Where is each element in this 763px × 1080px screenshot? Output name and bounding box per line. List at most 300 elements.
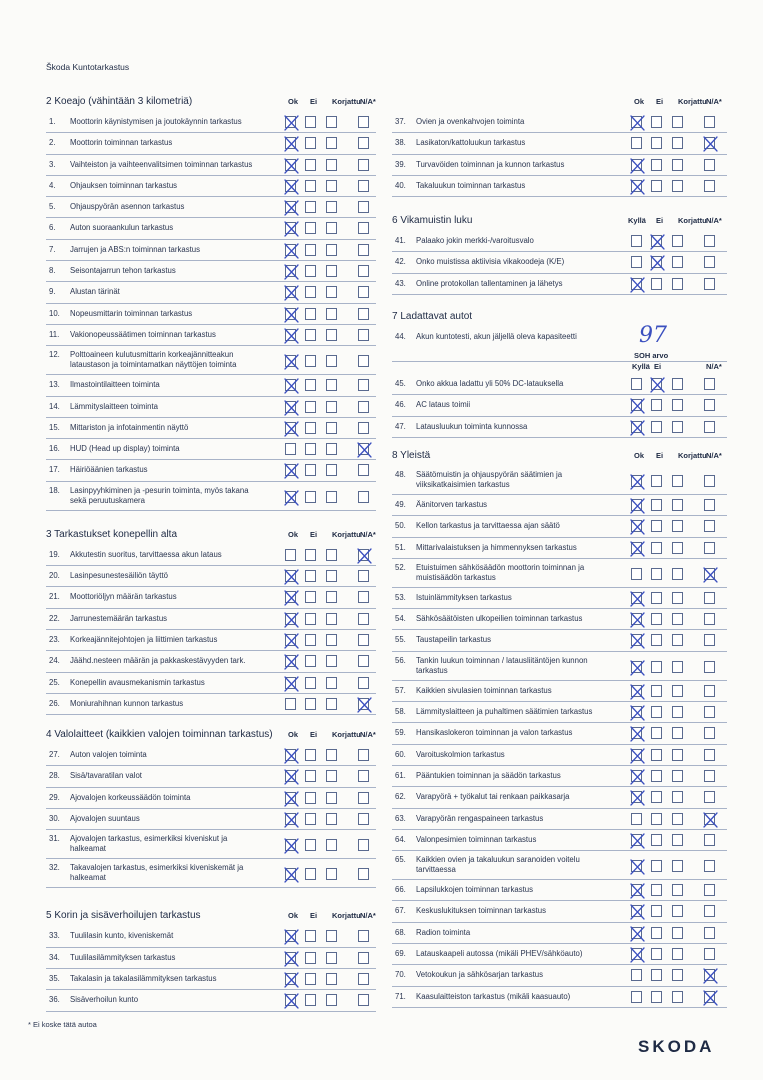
checkbox-1[interactable] <box>651 860 662 872</box>
checklist-row <box>46 325 376 346</box>
checkbox-3[interactable] <box>358 698 369 710</box>
checkbox-0[interactable] <box>631 137 642 149</box>
checkbox-3[interactable] <box>704 421 715 433</box>
checkbox-0[interactable] <box>631 475 642 487</box>
checkbox-0[interactable] <box>285 180 296 192</box>
checkbox-0[interactable] <box>285 355 296 367</box>
checkbox-3[interactable] <box>704 991 715 1003</box>
checkbox-1[interactable] <box>651 634 662 646</box>
checkbox-3[interactable] <box>704 475 715 487</box>
pen-cross-mark <box>629 768 646 786</box>
item-label <box>395 470 562 490</box>
checkbox-3[interactable] <box>704 542 715 554</box>
checkbox-3[interactable] <box>358 655 369 667</box>
checkbox-2[interactable] <box>326 813 337 825</box>
checkbox-0[interactable] <box>285 994 296 1006</box>
checkbox-3[interactable] <box>704 592 715 604</box>
checkbox-0[interactable] <box>631 568 642 580</box>
item-label <box>49 771 142 781</box>
checkbox-2[interactable] <box>672 749 683 761</box>
checkbox-2[interactable] <box>326 180 337 192</box>
checkbox-3[interactable] <box>704 969 715 981</box>
checkbox-3[interactable] <box>358 868 369 880</box>
checkbox-1[interactable] <box>305 222 316 234</box>
checkbox-3[interactable] <box>358 265 369 277</box>
checkbox-2[interactable] <box>326 443 337 455</box>
checkbox-3[interactable] <box>358 813 369 825</box>
checkbox-3[interactable] <box>704 116 715 128</box>
checkbox-0[interactable] <box>631 834 642 846</box>
checkbox-1[interactable] <box>305 591 316 603</box>
checkbox-0[interactable] <box>285 749 296 761</box>
checkbox-1[interactable] <box>305 698 316 710</box>
checkbox-2[interactable] <box>672 278 683 290</box>
item-number: 9. <box>49 287 56 297</box>
checkbox-3[interactable] <box>358 613 369 625</box>
checkbox-2[interactable] <box>326 401 337 413</box>
checkbox-2[interactable] <box>672 661 683 673</box>
checkbox-2[interactable] <box>672 884 683 896</box>
checkbox-1[interactable] <box>651 159 662 171</box>
checkbox-2[interactable] <box>326 591 337 603</box>
checkbox-1[interactable] <box>651 813 662 825</box>
checkbox-1[interactable] <box>305 422 316 434</box>
checkbox-0[interactable] <box>631 969 642 981</box>
checkbox-1[interactable] <box>651 905 662 917</box>
checkbox-1[interactable] <box>651 706 662 718</box>
checkbox-3[interactable] <box>358 677 369 689</box>
checkbox-1[interactable] <box>651 137 662 149</box>
checkbox-0[interactable] <box>285 570 296 582</box>
checkbox-2[interactable] <box>326 464 337 476</box>
checkbox-0[interactable] <box>285 591 296 603</box>
checkbox-0[interactable] <box>285 973 296 985</box>
checkbox-1[interactable] <box>305 180 316 192</box>
checkbox-3[interactable] <box>704 256 715 268</box>
checkbox-0[interactable] <box>285 286 296 298</box>
checkbox-2[interactable] <box>672 520 683 532</box>
checkbox-0[interactable] <box>285 930 296 942</box>
checkbox-1[interactable] <box>305 994 316 1006</box>
checkbox-3[interactable] <box>358 401 369 413</box>
checkbox-0[interactable] <box>631 727 642 739</box>
checkbox-1[interactable] <box>305 655 316 667</box>
checkbox-3[interactable] <box>704 378 715 390</box>
checkbox-0[interactable] <box>285 839 296 851</box>
checkbox-0[interactable] <box>285 308 296 320</box>
checkbox-0[interactable] <box>285 952 296 964</box>
checkbox-1[interactable] <box>305 613 316 625</box>
checkbox-0[interactable] <box>631 927 642 939</box>
checkbox-3[interactable] <box>358 180 369 192</box>
checkbox-1[interactable] <box>651 542 662 554</box>
checkbox-2[interactable] <box>672 969 683 981</box>
checkbox-3[interactable] <box>358 137 369 149</box>
checkbox-3[interactable] <box>358 201 369 213</box>
checkbox-2[interactable] <box>326 749 337 761</box>
checkbox-0[interactable] <box>285 613 296 625</box>
checkbox-3[interactable] <box>704 499 715 511</box>
checkbox-2[interactable] <box>672 378 683 390</box>
checkbox-3[interactable] <box>704 235 715 247</box>
item-text-line: Turvavöiden toiminnan ja kunnon tarkastus <box>416 159 565 169</box>
checkbox-3[interactable] <box>704 685 715 697</box>
checkbox-1[interactable] <box>651 948 662 960</box>
checkbox-3[interactable] <box>704 860 715 872</box>
checkbox-0[interactable] <box>285 201 296 213</box>
checkbox-0[interactable] <box>631 421 642 433</box>
checkbox-0[interactable] <box>285 329 296 341</box>
checkbox-3[interactable] <box>358 634 369 646</box>
checkbox-1[interactable] <box>305 308 316 320</box>
checkbox-0[interactable] <box>285 159 296 171</box>
item-text-line: Jarrunestemäärän tarkastus <box>70 613 168 623</box>
checkbox-1[interactable] <box>651 116 662 128</box>
checkbox-1[interactable] <box>305 677 316 689</box>
checkbox-2[interactable] <box>672 568 683 580</box>
checkbox-2[interactable] <box>672 948 683 960</box>
checkbox-3[interactable] <box>358 329 369 341</box>
checkbox-1[interactable] <box>305 868 316 880</box>
checkbox-3[interactable] <box>704 613 715 625</box>
checkbox-2[interactable] <box>326 329 337 341</box>
checkbox-2[interactable] <box>326 265 337 277</box>
checkbox-3[interactable] <box>358 973 369 985</box>
checkbox-0[interactable] <box>631 860 642 872</box>
checkbox-1[interactable] <box>305 265 316 277</box>
checkbox-2[interactable] <box>326 201 337 213</box>
checkbox-3[interactable] <box>358 749 369 761</box>
checkbox-3[interactable] <box>704 278 715 290</box>
checkbox-1[interactable] <box>651 235 662 247</box>
checkbox-2[interactable] <box>326 613 337 625</box>
checkbox-1[interactable] <box>651 685 662 697</box>
checkbox-0[interactable] <box>631 685 642 697</box>
checkbox-0[interactable] <box>631 791 642 803</box>
checkbox-3[interactable] <box>704 749 715 761</box>
checkbox-0[interactable] <box>631 884 642 896</box>
checkbox-1[interactable] <box>651 378 662 390</box>
checkbox-2[interactable] <box>326 994 337 1006</box>
checkbox-0[interactable] <box>285 401 296 413</box>
checkbox-1[interactable] <box>651 421 662 433</box>
checkbox-3[interactable] <box>704 520 715 532</box>
checkbox-0[interactable] <box>285 792 296 804</box>
checkbox-3[interactable] <box>358 994 369 1006</box>
checkbox-0[interactable] <box>285 677 296 689</box>
checkbox-3[interactable] <box>358 116 369 128</box>
checkbox-0[interactable] <box>631 661 642 673</box>
item-label <box>49 931 173 941</box>
checkbox-0[interactable] <box>631 770 642 782</box>
checkbox-1[interactable] <box>651 927 662 939</box>
checkbox-2[interactable] <box>326 355 337 367</box>
checkbox-1[interactable] <box>305 201 316 213</box>
checkbox-2[interactable] <box>672 159 683 171</box>
checkbox-0[interactable] <box>285 698 296 710</box>
checkbox-0[interactable] <box>631 706 642 718</box>
checkbox-1[interactable] <box>305 770 316 782</box>
checkbox-2[interactable] <box>672 991 683 1003</box>
checkbox-3[interactable] <box>704 661 715 673</box>
checkbox-2[interactable] <box>672 592 683 604</box>
checkbox-0[interactable] <box>285 265 296 277</box>
checkbox-2[interactable] <box>672 421 683 433</box>
checkbox-3[interactable] <box>358 549 369 561</box>
checkbox-3[interactable] <box>358 491 369 503</box>
checkbox-1[interactable] <box>651 613 662 625</box>
checkbox-2[interactable] <box>672 706 683 718</box>
checkbox-1[interactable] <box>305 952 316 964</box>
checkbox-3[interactable] <box>358 222 369 234</box>
checkbox-1[interactable] <box>651 592 662 604</box>
checkbox-0[interactable] <box>285 379 296 391</box>
checklist-row <box>46 609 376 630</box>
checkbox-0[interactable] <box>631 278 642 290</box>
checkbox-1[interactable] <box>651 499 662 511</box>
checkbox-1[interactable] <box>305 137 316 149</box>
checkbox-2[interactable] <box>326 222 337 234</box>
checkbox-2[interactable] <box>672 727 683 739</box>
checkbox-1[interactable] <box>305 116 316 128</box>
checkbox-0[interactable] <box>285 464 296 476</box>
checkbox-0[interactable] <box>631 634 642 646</box>
checkbox-0[interactable] <box>631 399 642 411</box>
checkbox-1[interactable] <box>305 329 316 341</box>
checkbox-3[interactable] <box>704 834 715 846</box>
checkbox-2[interactable] <box>672 685 683 697</box>
checkbox-3[interactable] <box>704 927 715 939</box>
checkbox-2[interactable] <box>326 930 337 942</box>
checkbox-1[interactable] <box>651 278 662 290</box>
section-s3 <box>46 525 376 715</box>
checkbox-1[interactable] <box>305 749 316 761</box>
checkbox-0[interactable] <box>285 655 296 667</box>
checkbox-2[interactable] <box>672 927 683 939</box>
checkbox-2[interactable] <box>326 244 337 256</box>
checkbox-0[interactable] <box>631 235 642 247</box>
checkbox-0[interactable] <box>631 613 642 625</box>
checkbox-2[interactable] <box>326 570 337 582</box>
checklist-row <box>46 630 376 651</box>
checkbox-1[interactable] <box>305 286 316 298</box>
checkbox-1[interactable] <box>305 379 316 391</box>
checkbox-1[interactable] <box>651 991 662 1003</box>
checkbox-1[interactable] <box>305 159 316 171</box>
checkbox-2[interactable] <box>326 868 337 880</box>
checkbox-0[interactable] <box>285 244 296 256</box>
checkbox-1[interactable] <box>305 634 316 646</box>
checkbox-1[interactable] <box>651 834 662 846</box>
checkbox-3[interactable] <box>358 930 369 942</box>
checkbox-1[interactable] <box>305 549 316 561</box>
checkbox-0[interactable] <box>285 116 296 128</box>
checkbox-0[interactable] <box>285 137 296 149</box>
checkbox-2[interactable] <box>672 399 683 411</box>
checkbox-0[interactable] <box>631 256 642 268</box>
checkbox-0[interactable] <box>285 634 296 646</box>
checkbox-3[interactable] <box>358 464 369 476</box>
checkbox-0[interactable] <box>631 749 642 761</box>
checkbox-1[interactable] <box>651 256 662 268</box>
checkbox-0[interactable] <box>631 948 642 960</box>
checkbox-1[interactable] <box>305 973 316 985</box>
checkbox-1[interactable] <box>651 475 662 487</box>
checkbox-0[interactable] <box>285 422 296 434</box>
checkbox-3[interactable] <box>704 727 715 739</box>
checkbox-3[interactable] <box>704 813 715 825</box>
checkbox-1[interactable] <box>305 355 316 367</box>
checkbox-2[interactable] <box>326 422 337 434</box>
checkbox-0[interactable] <box>285 549 296 561</box>
checkbox-2[interactable] <box>672 137 683 149</box>
checkbox-0[interactable] <box>285 868 296 880</box>
checkbox-2[interactable] <box>672 770 683 782</box>
checkbox-3[interactable] <box>358 770 369 782</box>
checkbox-0[interactable] <box>631 991 642 1003</box>
checkbox-2[interactable] <box>326 137 337 149</box>
checkbox-1[interactable] <box>651 180 662 192</box>
checkbox-2[interactable] <box>672 791 683 803</box>
checkbox-1[interactable] <box>651 727 662 739</box>
checkbox-1[interactable] <box>305 443 316 455</box>
checkbox-2[interactable] <box>672 634 683 646</box>
checkbox-2[interactable] <box>326 698 337 710</box>
checkbox-2[interactable] <box>326 792 337 804</box>
checkbox-2[interactable] <box>326 116 337 128</box>
checkbox-0[interactable] <box>285 491 296 503</box>
checkbox-1[interactable] <box>651 661 662 673</box>
checkbox-2[interactable] <box>672 116 683 128</box>
checkbox-0[interactable] <box>631 542 642 554</box>
checkbox-2[interactable] <box>326 973 337 985</box>
checkbox-1[interactable] <box>305 792 316 804</box>
checkbox-2[interactable] <box>672 905 683 917</box>
checklist-row <box>46 990 376 1011</box>
checkbox-2[interactable] <box>672 499 683 511</box>
checkbox-3[interactable] <box>358 308 369 320</box>
checkbox-3[interactable] <box>358 952 369 964</box>
checkbox-3[interactable] <box>704 568 715 580</box>
checkbox-2[interactable] <box>672 256 683 268</box>
column-header: Korjattu <box>332 97 361 106</box>
checkbox-2[interactable] <box>326 770 337 782</box>
checkbox-0[interactable] <box>631 180 642 192</box>
checkbox-3[interactable] <box>704 905 715 917</box>
checkbox-1[interactable] <box>651 568 662 580</box>
checkbox-2[interactable] <box>326 491 337 503</box>
checkbox-2[interactable] <box>326 308 337 320</box>
checkbox-0[interactable] <box>285 222 296 234</box>
checkbox-3[interactable] <box>358 244 369 256</box>
checkbox-2[interactable] <box>672 475 683 487</box>
checkbox-0[interactable] <box>631 592 642 604</box>
checkbox-2[interactable] <box>672 542 683 554</box>
checkbox-3[interactable] <box>704 137 715 149</box>
checkbox-2[interactable] <box>326 634 337 646</box>
checkbox-1[interactable] <box>305 570 316 582</box>
checkbox-3[interactable] <box>704 180 715 192</box>
checkbox-2[interactable] <box>326 952 337 964</box>
checkbox-2[interactable] <box>326 839 337 851</box>
checkbox-1[interactable] <box>305 491 316 503</box>
checkbox-1[interactable] <box>305 930 316 942</box>
checkbox-0[interactable] <box>631 813 642 825</box>
checkbox-2[interactable] <box>672 813 683 825</box>
checkbox-1[interactable] <box>305 464 316 476</box>
item-text-line: Mittariston ja infotainmentin näyttö <box>70 422 189 432</box>
checkbox-3[interactable] <box>358 443 369 455</box>
pen-cross-mark <box>629 114 646 132</box>
checkbox-0[interactable] <box>631 520 642 532</box>
checkbox-2[interactable] <box>672 860 683 872</box>
checkbox-3[interactable] <box>358 591 369 603</box>
checkbox-2[interactable] <box>326 677 337 689</box>
checkbox-0[interactable] <box>631 499 642 511</box>
checkbox-3[interactable] <box>704 399 715 411</box>
checkbox-3[interactable] <box>358 570 369 582</box>
checkbox-0[interactable] <box>285 813 296 825</box>
checkbox-1[interactable] <box>651 399 662 411</box>
checkbox-3[interactable] <box>704 770 715 782</box>
checkbox-3[interactable] <box>358 159 369 171</box>
checkbox-1[interactable] <box>651 749 662 761</box>
checkbox-3[interactable] <box>358 286 369 298</box>
checkbox-2[interactable] <box>672 834 683 846</box>
checkbox-2[interactable] <box>326 549 337 561</box>
checkbox-2[interactable] <box>672 235 683 247</box>
checkbox-3[interactable] <box>704 948 715 960</box>
checkbox-3[interactable] <box>704 159 715 171</box>
checkbox-2[interactable] <box>326 655 337 667</box>
item-text-line: Sähkösäätöisten ulkopeilien toiminnan tarkastus <box>416 614 583 624</box>
checkbox-3[interactable] <box>358 355 369 367</box>
checkbox-1[interactable] <box>305 813 316 825</box>
checkbox-0[interactable] <box>631 116 642 128</box>
checkbox-2[interactable] <box>326 286 337 298</box>
checkbox-2[interactable] <box>672 180 683 192</box>
checkbox-2[interactable] <box>326 379 337 391</box>
checkbox-0[interactable] <box>285 443 296 455</box>
checkbox-3[interactable] <box>358 792 369 804</box>
checkbox-3[interactable] <box>704 706 715 718</box>
checkbox-0[interactable] <box>631 378 642 390</box>
checkbox-1[interactable] <box>305 401 316 413</box>
checkbox-1[interactable] <box>651 520 662 532</box>
item-number: 64. <box>395 834 406 844</box>
checkbox-0[interactable] <box>285 770 296 782</box>
checkbox-1[interactable] <box>305 839 316 851</box>
item-number: 52. <box>395 562 406 572</box>
checkbox-0[interactable] <box>631 905 642 917</box>
checkbox-1[interactable] <box>305 244 316 256</box>
checkbox-3[interactable] <box>358 379 369 391</box>
checkbox-2[interactable] <box>326 159 337 171</box>
checkbox-3[interactable] <box>358 839 369 851</box>
checkbox-2[interactable] <box>672 613 683 625</box>
checkbox-0[interactable] <box>631 159 642 171</box>
checkbox-1[interactable] <box>651 884 662 896</box>
checkbox-3[interactable] <box>358 422 369 434</box>
checkbox-1[interactable] <box>651 969 662 981</box>
column-header: N/A* <box>360 97 376 106</box>
checkbox-3[interactable] <box>704 884 715 896</box>
checkbox-3[interactable] <box>704 791 715 803</box>
checkbox-1[interactable] <box>651 770 662 782</box>
checkbox-1[interactable] <box>651 791 662 803</box>
checkbox-3[interactable] <box>704 634 715 646</box>
item-text-line: Vakionopeussäätimen toiminnan tarkastus <box>70 329 216 339</box>
